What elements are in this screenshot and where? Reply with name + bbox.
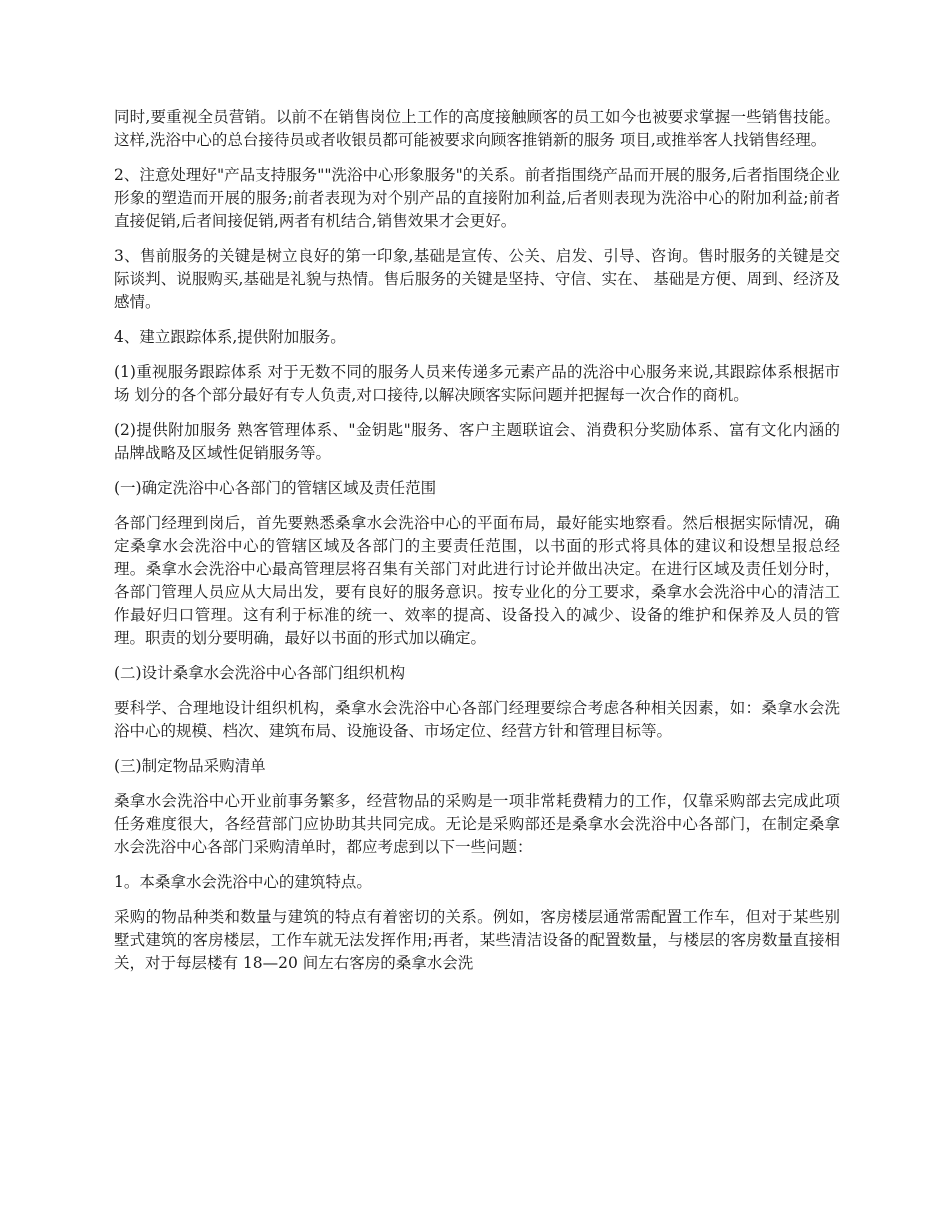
- paragraph-additional-service: (2)提供附加服务 熟客管理体系、"金钥匙"服务、客户主题联谊会、消费积分奖励体系、富有文化内涵的 品牌战略及区域性促销服务等。: [114, 421, 840, 462]
- paragraph-building-features: 采购的物品种类和数量与建筑的特点有着密切的关系。例如，客房楼层通常需配置工作车，但对于某些别墅式建筑的客房楼层，工作车就无法发挥作用;再者，某些清洁设备的配置数量，与楼层的客房数量直接相关，对于每层楼有 18—20 间左右客房的桑拿水会洗: [114, 908, 840, 972]
- paragraph-organization: 要科学、合理地设计组织机构，桑拿水会洗浴中心各部门经理要综合考虑各种相关因素，如：桑拿水会洗浴中心的规模、档次、建筑布局、设施设备、市场定位、经营方针和管理目标等。: [114, 699, 840, 740]
- paragraph-presale-service: 3、售前服务的关键是树立良好的第一印象,基础是宣传、公关、启发、引导、咨询。售时服务的关键是交际谈判、说服购买,基础是礼貌与热情。售后服务的关键是坚持、守信、实在、 基础是方便、周到、经济及感情。: [114, 247, 840, 311]
- paragraph-building-heading: 1。本桑拿水会洗浴中心的建筑特点。: [114, 873, 372, 891]
- section-heading-responsibility: (一)确定洗浴中心各部门的管辖区域及责任范围: [114, 479, 437, 497]
- paragraph-procurement: 桑拿水会洗浴中心开业前事务繁多，经营物品的采购是一项非常耗费精力的工作，仅靠采购部去完成此项任务难度很大，各经营部门应协助其共同完成。无论是采购部还是桑拿水会洗浴中心各部门，在制定桑拿水会洗浴中心各部门采购清单时，都应考虑到以下一些问题：: [114, 792, 840, 856]
- paragraph-tracking-system: (1)重视服务跟踪体系 对于无数不同的服务人员来传递多元素产品的洗浴中心服务来说,其跟踪体系根据市场 划分的各个部分最好有专人负责,对口接待,以解决顾客实际问题并把握每一次合作的商机。: [114, 363, 840, 404]
- document-body: [114, 106, 840, 987]
- paragraph-sales-all-staff: 同时,要重视全员营销。以前不在销售岗位上工作的高度接触顾客的员工如今也被要求掌握一些销售技能。这样,洗浴中心的总台接待员或者收银员都可能被要求向顾客推销新的服务 项目,或推举客人找销售经理。: [114, 108, 840, 149]
- paragraph-responsibility: 各部门经理到岗后，首先要熟悉桑拿水会洗浴中心的平面布局，最好能实地察看。然后根据实际情况，确定桑拿水会洗浴中心的管辖区域及各部门的主要责任范围，以书面的形式将具体的建议和设想呈报总经理。桑拿水会洗浴中心最高管理层将召集有关部门对此进行讨论并做出决定。在进行区域及责任划分时，各部门管理人员应从大局出发，要有良好的服务意识。按专业化的分工要求，桑拿水会洗浴中心的清洁工作最好归口管理。这有利于标准的统一、效率的提高、设备投入的减少、设备的维护和保养及人员的管理。职责的划分要明确，最好以书面的形式加以确定。: [114, 514, 840, 647]
- section-heading-organization: (二)设计桑拿水会洗浴中心各部门组织机构: [114, 664, 406, 682]
- paragraph-tracking-heading: 4、建立跟踪体系,提供附加服务。: [114, 328, 346, 346]
- section-heading-procurement: (三)制定物品采购清单: [114, 757, 266, 775]
- paragraph-service-relations: 2、注意处理好"产品支持服务""洗浴中心形象服务"的关系。前者指围绕产品而开展的服务,后者指围绕企业形象的塑造而开展的服务;前者表现为对个别产品的直接附加利益,后者则表现为洗浴中心的附加利益;前者直接促销,后者间接促销,两者有机结合,销售效果才会更好。: [114, 166, 840, 230]
